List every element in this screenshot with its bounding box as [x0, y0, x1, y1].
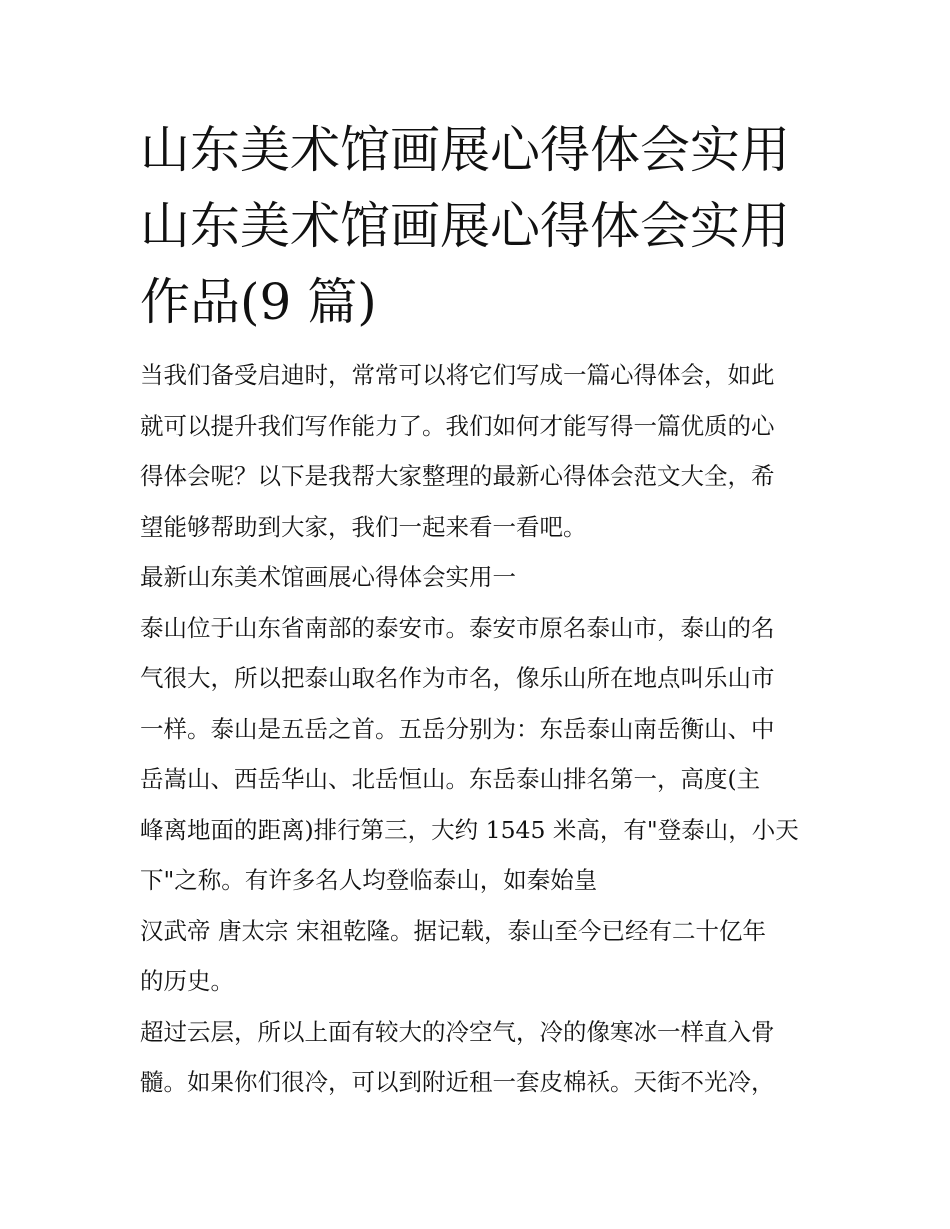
text-line: 的历史。: [140, 967, 234, 995]
title-line: 作品(9 篇): [140, 273, 377, 331]
text-line: 岳嵩山、西岳华山、北岳恒山。东岳泰山排名第一，高度(主: [140, 765, 761, 793]
text-line: 下"之称。有许多名人均登临泰山，如秦始皇: [140, 866, 598, 894]
text-line: 当我们备受启迪时，常常可以将它们写成一篇心得体会，如此: [140, 361, 775, 389]
text-line: 峰离地面的距离)排行第三，大约 1545 米高，有"登泰山，小天: [140, 815, 799, 844]
section-heading-text: 最新山东美术馆画展心得体会实用一: [140, 563, 516, 591]
title-line: 山东美术馆画展心得体会实用: [140, 121, 790, 179]
document-page: [140, 112, 820, 1108]
text-line: 得体会呢？以下是我帮大家整理的最新心得体会范文大全，希: [140, 462, 775, 490]
document-title: [140, 112, 820, 340]
body-paragraph-3: [140, 1007, 820, 1108]
text-line: 超过云层，所以上面有较大的冷空气，冷的像寒冰一样直入骨: [140, 1017, 775, 1046]
body-paragraph-1: [140, 603, 820, 906]
text-line: 汉武帝 唐太宗 宋祖乾隆。据记载，泰山至今已经有二十亿年: [140, 916, 766, 945]
intro-paragraph: [140, 350, 820, 552]
text-line: 泰山位于山东省南部的泰安市。泰安市原名泰山市，泰山的名: [140, 613, 775, 642]
section-heading: [140, 552, 820, 603]
text-line: 髓。如果你们很冷，可以到附近租一套皮棉袄。天街不光冷，: [140, 1068, 775, 1096]
title-line: 山东美术馆画展心得体会实用: [140, 197, 790, 255]
text-line: 气很大，所以把泰山取名作为市名，像乐山所在地点叫乐山市: [140, 664, 775, 692]
document-body: [140, 350, 820, 1108]
text-line: 一样。泰山是五岳之首。五岳分别为：东岳泰山南岳衡山、中: [140, 714, 775, 743]
text-line: 望能够帮助到大家，我们一起来看一看吧。: [140, 512, 587, 541]
text-line: 就可以提升我们写作能力了。我们如何才能写得一篇优质的心: [140, 411, 775, 440]
body-paragraph-2: [140, 906, 820, 1007]
